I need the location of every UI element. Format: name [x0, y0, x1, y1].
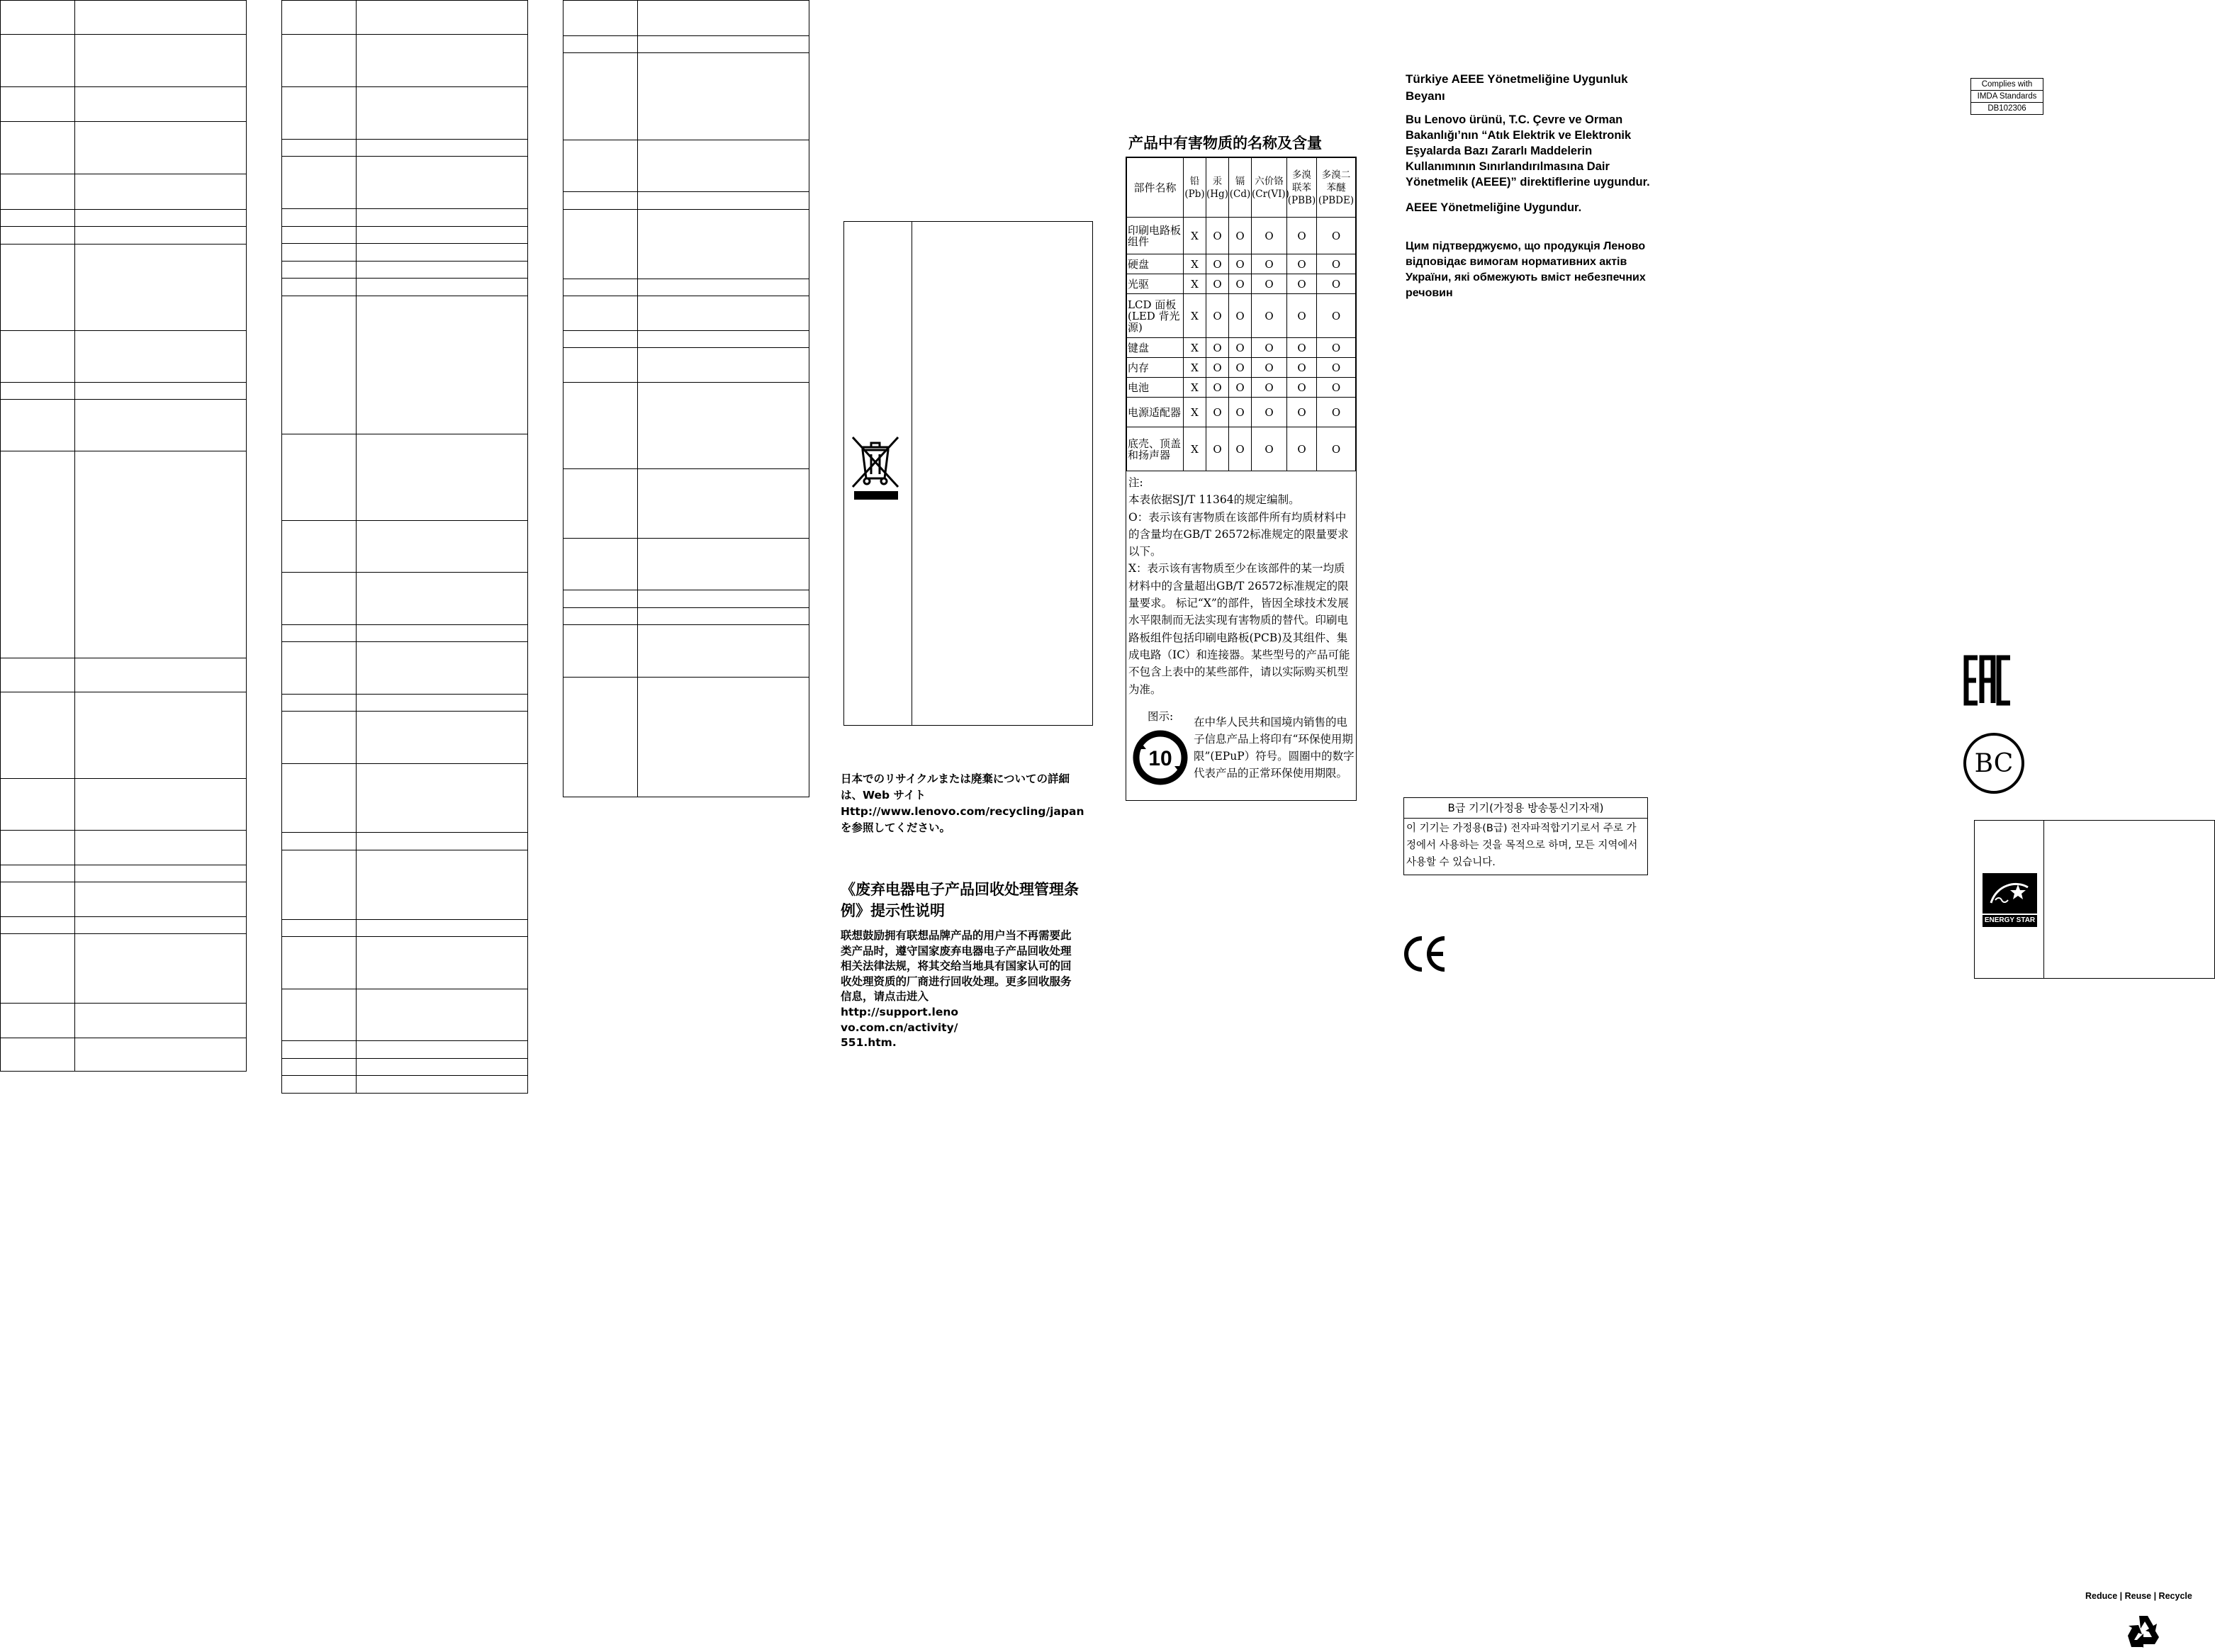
rohs-row — [1127, 358, 1356, 378]
korea-box — [1403, 797, 1648, 875]
rohs-value-cell: O — [1229, 294, 1252, 338]
rohs-value-cell: O — [1252, 427, 1287, 471]
rohs-row — [1127, 218, 1356, 254]
rohs-value-cell: O — [1252, 294, 1287, 338]
ruled-table-3 — [563, 0, 809, 797]
rohs-value-cell: X — [1184, 378, 1206, 398]
rohs-value-cell: O — [1206, 358, 1229, 378]
china-weee-body — [841, 928, 1082, 1051]
rohs-value-cell: O — [1252, 274, 1287, 294]
rohs-header-cell: 多溴二 苯醚 (PBDE) — [1317, 158, 1356, 218]
rohs-value-cell: O — [1229, 378, 1252, 398]
china-weee-title: 《废弃电器电子产品回收处理管理条例》提示性说明 — [841, 881, 1079, 919]
rohs-value-cell: O — [1317, 378, 1356, 398]
rohs-part-cell: 光驱 — [1127, 274, 1184, 294]
rohs-part-cell: 电源适配器 — [1127, 398, 1184, 427]
rohs-value-cell: O — [1229, 338, 1252, 358]
rohs-value-cell: O — [1206, 338, 1229, 358]
china-rohs-table — [1126, 157, 1357, 801]
rohs-value-cell: O — [1206, 378, 1229, 398]
rohs-value-cell: X — [1184, 218, 1206, 254]
energy-star-box — [1974, 820, 2215, 979]
rohs-note-line: 本表依据SJ/T 11364的规定编制。 — [1128, 493, 1300, 507]
rohs-value-cell: O — [1317, 274, 1356, 294]
rohs-row — [1127, 274, 1356, 294]
korea-title: B급 기기(가정용 방송통신기자재) — [1404, 798, 1647, 819]
imda-line3: DB102306 — [1987, 104, 2026, 113]
rohs-value-cell: O — [1317, 338, 1356, 358]
rohs-part-cell: LCD 面板(LED 背光源) — [1127, 294, 1184, 338]
rohs-value-cell: O — [1229, 254, 1252, 274]
bc-mark — [1963, 733, 2024, 794]
rohs-value-cell: O — [1206, 427, 1229, 471]
rohs-value-cell: O — [1287, 338, 1317, 358]
rohs-header-cell: 铅 (Pb) — [1184, 158, 1206, 218]
rohs-header-cell: 六价铬 (Cr(VI)) — [1252, 158, 1287, 218]
rohs-part-cell: 底壳、顶盖和扬声器 — [1127, 427, 1184, 471]
rohs-value-cell: O — [1317, 427, 1356, 471]
rohs-value-cell: O — [1252, 218, 1287, 254]
rohs-part-cell: 硬盘 — [1127, 254, 1184, 274]
rohs-value-cell: X — [1184, 427, 1206, 471]
rohs-value-cell: O — [1206, 254, 1229, 274]
china-rohs-title: 产品中有害物质的名称及含量 — [1128, 135, 1322, 152]
rohs-value-cell: O — [1229, 427, 1252, 471]
recycle-icon — [2125, 1613, 2162, 1650]
rohs-value-cell: O — [1287, 358, 1317, 378]
rohs-value-cell: O — [1206, 294, 1229, 338]
rohs-value-cell: O — [1317, 218, 1356, 254]
ruled-table-1 — [0, 0, 247, 1072]
turkey-body: Bu Lenovo ürünü, T.C. Çevre ve Orman Bakanlığı’nın “Atık Elektrik ve Elektronik Eşyalarda Bazı Zararlı Maddelerin Kullanımının Sınırlandırılmasına Dair Yönetmelik (AEEE)” direktiflerine uygundur. — [1406, 113, 1650, 189]
turkey-line2: AEEE Yönetmeliğine Uygundur. — [1406, 201, 1582, 214]
china-weee-body-text: 联想鼓励拥有联想品牌产品的用户当不再需要此类产品时，遵守国家废弃电器电子产品回收处理相关法律法规，将其交给当地具有国家认可的回收处理资质的厂商进行回收处理。更多回收服务信息，请点击进入 — [841, 929, 1072, 1004]
rohs-value-cell: O — [1317, 398, 1356, 427]
rohs-value-cell: O — [1206, 398, 1229, 427]
rohs-note-line: 注: — [1128, 476, 1143, 489]
imda-box — [1970, 78, 2043, 115]
rohs-value-cell: O — [1287, 427, 1317, 471]
china-rohs-notes — [1126, 471, 1356, 701]
crossed-bin-icon — [850, 433, 902, 501]
rohs-part-cell: 键盘 — [1127, 338, 1184, 358]
rohs-row — [1127, 294, 1356, 338]
rohs-value-cell: X — [1184, 398, 1206, 427]
energy-star-icon — [1987, 877, 2033, 911]
rohs-value-cell: O — [1229, 398, 1252, 427]
rohs-row — [1127, 398, 1356, 427]
rohs-value-cell: O — [1229, 274, 1252, 294]
epup-text: 在中华人民共和国境内销售的电子信息产品上将印有“环保使用期限”(EPuP）符号。圆圈中的数字代表产品的正常环保使用期限。 — [1194, 715, 1355, 780]
rohs-value-cell: O — [1317, 254, 1356, 274]
bc-mark-text: BC — [1974, 748, 2014, 778]
rohs-value-cell: O — [1287, 378, 1317, 398]
rohs-value-cell: O — [1317, 294, 1356, 338]
epup-number: 10 — [1148, 746, 1172, 770]
japan-recycling-text: 日本でのリサイクルまたは廃棄についての詳細は、Web サイト Http://www.lenovo.com/recycling/japan を参照してください。 — [841, 772, 1084, 834]
rohs-value-cell: O — [1252, 378, 1287, 398]
imda-line2: IMDA Standards — [1971, 90, 2043, 103]
rohs-value-cell: X — [1184, 358, 1206, 378]
rohs-value-cell: O — [1229, 218, 1252, 254]
turkey-title: Türkiye AEEE Yönetmeliğine Uygunluk Beyanı — [1406, 72, 1628, 103]
rohs-value-cell: O — [1287, 218, 1317, 254]
rohs-value-cell: O — [1287, 294, 1317, 338]
rohs-value-cell: O — [1252, 254, 1287, 274]
rohs-header-cell: 部件名称 — [1127, 158, 1184, 218]
rohs-value-cell: O — [1252, 338, 1287, 358]
rohs-value-cell: O — [1287, 274, 1317, 294]
epup-icon — [1131, 728, 1190, 787]
korea-body: 이 기기는 가정용(B급) 전자파적합기기로서 주로 가정에서 사용하는 것을 목적으로 하며, 모든 지역에서 사용할 수 있습니다. — [1406, 823, 1638, 868]
energy-star-text: ENERGY STAR — [1983, 914, 2037, 924]
weee-box — [843, 221, 1093, 726]
rohs-value-cell: X — [1184, 274, 1206, 294]
rohs-row — [1127, 338, 1356, 358]
rohs-value-cell: O — [1206, 274, 1229, 294]
rohs-value-cell: O — [1252, 398, 1287, 427]
rohs-value-cell: O — [1229, 358, 1252, 378]
rohs-part-cell: 电池 — [1127, 378, 1184, 398]
rohs-value-cell: O — [1287, 254, 1317, 274]
rohs-value-cell: O — [1252, 358, 1287, 378]
china-weee-url[interactable]: http://support.lenovo.com.cn/activity/551.htm. — [841, 1005, 959, 1050]
rohs-header-cell: 镉 (Cd) — [1229, 158, 1252, 218]
rohs-value-cell: X — [1184, 254, 1206, 274]
rohs-header-cell: 汞 (Hg) — [1206, 158, 1229, 218]
rohs-part-cell: 印刷电路板组件 — [1127, 218, 1184, 254]
rohs-value-cell: X — [1184, 338, 1206, 358]
rohs-row — [1127, 427, 1356, 471]
legend-label: 图示: — [1148, 709, 1174, 723]
rohs-value-cell: X — [1184, 294, 1206, 338]
ukraine-body: Цим підтверджуємо, що продукція Леново відповідає вимогам нормативних актів України, які обмежують вміст небезпечних речовин — [1406, 240, 1646, 299]
rohs-value-cell: O — [1287, 398, 1317, 427]
rohs-part-cell: 内存 — [1127, 358, 1184, 378]
rohs-value-cell: O — [1206, 218, 1229, 254]
eac-mark-icon — [1963, 655, 2013, 706]
rohs-header-cell: 多溴 联苯 (PBB) — [1287, 158, 1317, 218]
ruled-table-2 — [281, 0, 528, 1094]
ce-mark-icon — [1402, 934, 1447, 974]
imda-line1: Complies with — [1981, 80, 2033, 89]
rohs-row — [1127, 254, 1356, 274]
rohs-note-line: O：表示该有害物质在该部件所有均质材料中的含量均在GB/T 26572标准规定的限量要求以下。 — [1128, 510, 1349, 558]
rohs-row — [1127, 378, 1356, 398]
rohs-value-cell: O — [1317, 358, 1356, 378]
reduce-reuse-recycle: Reduce | Reuse | Recycle — [2085, 1591, 2192, 1601]
energy-star-logo — [1983, 873, 2037, 927]
rohs-note-line: X：表示该有害物质至少在该部件的某一均质材料中的含量超出GB/T 26572标准规定的限量要求。 标记“X”的部件，皆因全球技术发展水平限制而无法实现有害物质的替代。印刷电路板组件包括印刷电路板(PCB)及其组件、集成电路（IC）和连接器。某些型号的产品可能不包含上表中的某些部件，请以实际购买机型为准。 — [1128, 562, 1350, 696]
